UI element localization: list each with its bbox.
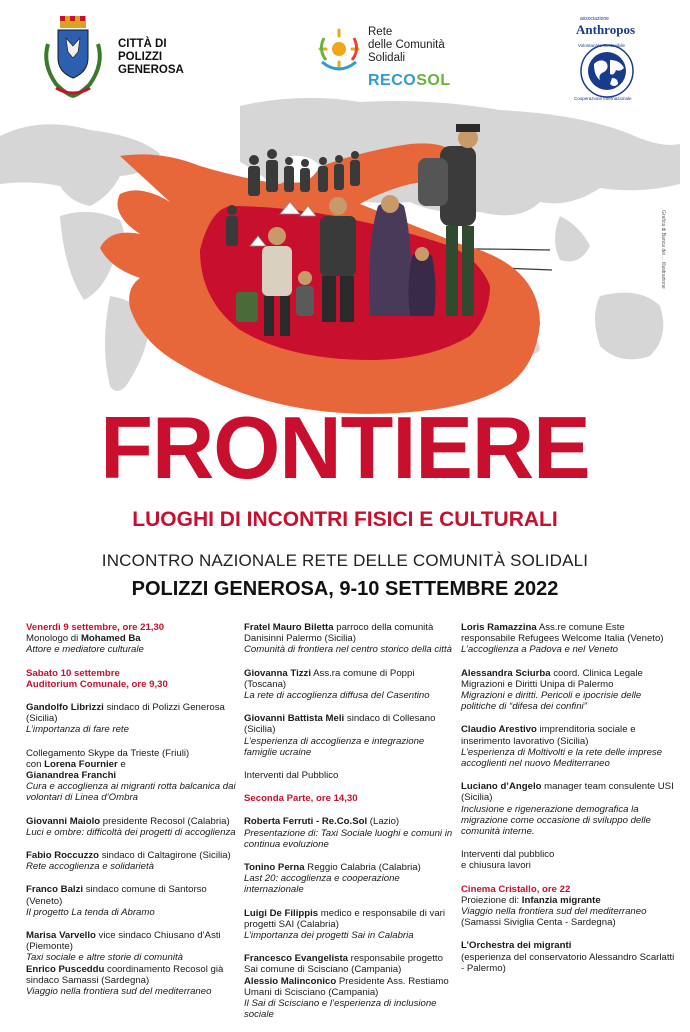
program-line: [26, 748, 236, 759]
program-text: (Lazio): [367, 816, 400, 828]
program-entry: [26, 816, 236, 838]
talk-title: Il Sai di Scisciano e l’esperienza di inclusione sociale: [244, 998, 437, 1021]
hero-illustration: [0, 96, 690, 426]
program-line: [244, 668, 454, 690]
talk-title: L’importanza di fare rete: [26, 724, 129, 736]
city-name-line: CITTÀ DI: [118, 38, 167, 50]
program-text: parroco della comunità Danisinni Palermo (Sicilia): [244, 622, 434, 645]
talk-title: L’importanza dei progetti Sai in Calabria: [244, 930, 414, 942]
program-entry: [26, 622, 236, 656]
recosol-acronym: RECOSOL: [368, 72, 451, 89]
program-entry: [244, 953, 454, 1020]
program-line: [461, 952, 676, 974]
figure-small-woman: [408, 247, 435, 316]
event-dateline: POLIZZI GENEROSA, 9-10 SETTEMBRE 2022: [131, 578, 559, 600]
talk-title: Inclusione e rigenerazione demografica la migrazione come occasione di sviluppo delle comunità interne.: [461, 803, 651, 838]
recosol-logo: [312, 22, 472, 96]
city-logo: [36, 14, 236, 102]
program-text: Monologo di: [26, 633, 81, 645]
session-heading: Cinema Cristallo, ore 22: [461, 883, 571, 895]
talk-title: Viaggio nella frontiera sud del mediterraneo: [461, 906, 647, 918]
program-column-2: [244, 622, 454, 1032]
program-text: Interventi dal pubblico: [461, 849, 555, 861]
talk-title: Comunità di frontiera nel centro storico della città: [244, 644, 452, 656]
program-text: (esperienza del conservatorio Alessandro Scarlatti - Palermo): [461, 951, 675, 974]
talk-title: Rete accoglienza e solidarietà: [26, 861, 154, 873]
program-entry: [244, 862, 454, 896]
program-line: [461, 860, 676, 871]
speaker-name: Roberta Ferruti - Re.Co.Sol: [244, 816, 368, 828]
speaker-name: Marisa Varvello: [26, 930, 96, 942]
talk-title: Il progetto La tenda di Abramo: [26, 906, 155, 918]
speaker-name: Giovanni Battista Meli: [244, 713, 345, 725]
program-entry: [244, 816, 454, 850]
talk-title: Attore e mediatore culturale: [26, 644, 144, 656]
program-text: imprenditoria sociale e inserimento lavorativo (Sicilia): [461, 724, 636, 747]
speaker-name: Mohamed Ba: [80, 633, 141, 645]
program-column-1: [26, 622, 236, 1009]
program-entry: [26, 850, 236, 872]
program-column-3: [461, 622, 676, 986]
program-text: Proiezione di:: [461, 894, 522, 906]
program-text: Presidente Ass. Restiamo Umani di Scisciano (Campania): [244, 975, 449, 998]
program-text: Collegamento Skype da Trieste (Friuli): [26, 747, 190, 759]
speaker-name: Infanzia migrante: [521, 894, 601, 906]
program-line: [26, 759, 236, 770]
program-line: [461, 917, 676, 928]
speaker-name: Luciano d’Angelo: [461, 781, 542, 793]
program-line: [461, 940, 676, 951]
speaker-name: Fratel Mauro Biletta: [244, 622, 334, 633]
program-line: [461, 622, 676, 644]
program-text: medico e responsabile di vari progetti SAI (Calabria): [244, 907, 446, 930]
program-text: Interventi dal Pubblico: [244, 770, 339, 782]
speaker-name: Gianandrea Franchi: [26, 770, 117, 782]
program-entry: [244, 713, 454, 758]
program-text: vice sindaco Chiusano d’Asti (Piemonte): [26, 930, 221, 953]
program-line: [26, 964, 236, 986]
program-entry: [26, 748, 236, 804]
event-title: FRONTIERE: [100, 398, 590, 497]
program-line: [26, 702, 236, 724]
speaker-name: Giovanna Tizzi: [244, 667, 311, 679]
city-crest-icon: [36, 14, 110, 100]
talk-title: Migrazioni e diritti. Pericoli e ipocrisie delle politiche di “difesa dei confini”: [461, 690, 642, 713]
program-text: coordinamento Recosol già sindaco Samassi (Sardegna): [26, 963, 224, 986]
anthropos-ring-top-text: Volontariato Sostenibile: [578, 43, 626, 48]
program-line: [244, 622, 454, 644]
program-entry: [461, 940, 676, 974]
speaker-name: Giovanni Maiolo: [26, 815, 101, 827]
speaker-name: Fabio Roccuzzo: [26, 850, 100, 862]
program-entry: [26, 702, 236, 736]
recosol-name-line: Solidali: [368, 52, 406, 64]
speaker-name: Lorena Fournier: [44, 758, 118, 770]
city-name: [118, 38, 208, 77]
speaker-name: Loris Ramazzina: [461, 622, 537, 633]
program-entry: [26, 668, 236, 690]
program-line: [461, 781, 676, 803]
city-name-line: GENEROSA: [118, 64, 184, 76]
program-entry: [244, 793, 454, 804]
talk-title: Last 20: accoglienza e cooperazione internazionale: [244, 873, 400, 896]
speaker-name: L’Orchestra dei migranti: [461, 940, 572, 952]
talk-title: L’accoglienza a Padova e nel Veneto: [461, 644, 618, 656]
talk-title: L’esperienza di accoglienza e integrazione famiglie ucraine: [244, 735, 425, 758]
speaker-name: Alessio Malinconico: [244, 975, 337, 987]
event-subtitle: LUOGHI DI INCONTRI FISICI E CULTURALI: [132, 508, 558, 531]
program-text: manager team consulente USI (Sicilia): [461, 781, 674, 804]
program-text: coord. Clinica Legale Migrazioni e Diritti Unipa di Palermo: [461, 667, 643, 690]
program-entry: [244, 908, 454, 942]
recosol-name-line: Rete: [368, 26, 393, 38]
program-entry: [244, 622, 454, 656]
program-line: [461, 724, 676, 746]
program-text: e: [117, 758, 126, 770]
program-text: Ass.re comune Este responsabile Refugees Welcome Italia (Veneto): [461, 622, 664, 645]
anthropos-small-label: associazione: [580, 16, 609, 22]
speaker-name: Franco Balzi: [26, 884, 84, 896]
recosol-full-name: [368, 26, 478, 65]
program-entry: [244, 668, 454, 702]
talk-title: Luci e ombre: difficoltà dei progetti di accoglienza: [26, 826, 236, 838]
program-entry: [26, 930, 236, 997]
figure-child: [296, 271, 314, 316]
event-tagline: INCONTRO NAZIONALE RETE DELLE COMUNITÀ SOLIDALI: [101, 551, 589, 570]
session-heading: Auditorium Comunale, ore 9,30: [26, 678, 168, 690]
speaker-name: Gandolfo Librizzi: [26, 702, 104, 714]
talk-title: Presentazione di: Taxi Sociale luoghi e comuni in continua evoluzione: [244, 827, 453, 850]
session-heading: Venerdì 9 settembre, ore 21,30: [26, 622, 165, 633]
speaker-name: Enrico Pusceddu: [26, 963, 105, 975]
program-line: [26, 884, 236, 906]
program-entry: [461, 668, 676, 713]
program-text: con: [26, 758, 45, 770]
program-entry: [461, 724, 676, 769]
program-text: sindaco di Collesano (Sicilia): [244, 713, 436, 736]
speaker-name: Tonino Perna: [244, 862, 305, 874]
illustration-credit: Grafica di Banca dei ... Illustrazione: [660, 210, 666, 289]
program-text: sindaco di Polizzi Generosa (Sicilia): [26, 702, 225, 725]
program-line: [244, 953, 454, 975]
program-entry: [26, 884, 236, 918]
program-line: [461, 668, 676, 690]
recosol-sun-icon: [314, 24, 364, 74]
program-text: e chiusura lavori: [461, 860, 531, 872]
speaker-name: Luigi De Filippis: [244, 907, 319, 919]
program-line: [244, 908, 454, 930]
program-entry: [461, 849, 676, 871]
program-line: [461, 849, 676, 860]
speaker-name: Francesco Evangelista: [244, 953, 348, 965]
program-text: Reggio Calabria (Calabria): [304, 862, 421, 874]
program-entry: [461, 622, 676, 656]
program-line: [244, 862, 454, 873]
talk-title: Taxi sociale e altre storie di comunità: [26, 952, 183, 964]
anthropos-name: Anthropos: [576, 22, 636, 37]
talk-title: L’esperienza di Moltivolti e la rete delle imprese accoglienti nel nuovo Mediterraneo: [461, 746, 663, 770]
program-line: [244, 713, 454, 735]
anthropos-logo: [570, 16, 650, 101]
program-text: responsabile progetto Sai comune di Scisciano (Campania): [244, 953, 443, 976]
session-heading: Seconda Parte, ore 14,30: [244, 793, 358, 805]
program-entry: [461, 884, 676, 929]
program-line: [26, 816, 236, 827]
program-text: sindaco di Caltagirone (Sicilia): [99, 850, 231, 862]
program-line: [26, 930, 236, 952]
program-line: [26, 770, 236, 781]
program-line: [244, 816, 454, 827]
program-text: presidente Recosol (Calabria): [100, 815, 230, 827]
talk-title: La rete di accoglienza diffusa del Casentino: [244, 690, 430, 702]
program-line: [244, 976, 454, 998]
session-heading: Sabato 10 settembre: [26, 667, 120, 679]
globe-icon: [572, 40, 642, 102]
program-entry: [244, 770, 454, 781]
talk-title: Viaggio nella frontiera sud del mediterraneo: [26, 986, 212, 998]
program-line: [244, 770, 454, 781]
anthropos-ring-bottom-text: Cooperazione Internazionale: [574, 96, 632, 101]
program-entry: [461, 781, 676, 837]
program-text: Ass.ra comune di Poppi (Toscana): [244, 667, 415, 690]
speaker-name: Alessandra Sciurba: [461, 667, 551, 679]
program-text: sindaco comune di Santorso (Veneto): [26, 884, 207, 907]
program-line: [26, 633, 236, 644]
city-name-line: POLIZZI: [118, 51, 163, 63]
program-line: [461, 895, 676, 906]
recosol-name-line: delle Comunità: [368, 39, 445, 51]
program-line: [26, 850, 236, 861]
speaker-name: Claudio Arestivo: [461, 724, 537, 736]
program-text: (Samassi Siviglia Centa - Sardegna): [461, 917, 616, 929]
talk-title: Cura e accoglienza ai migranti rotta balcanica dai volontari di Linea d’Ombra: [26, 781, 236, 804]
